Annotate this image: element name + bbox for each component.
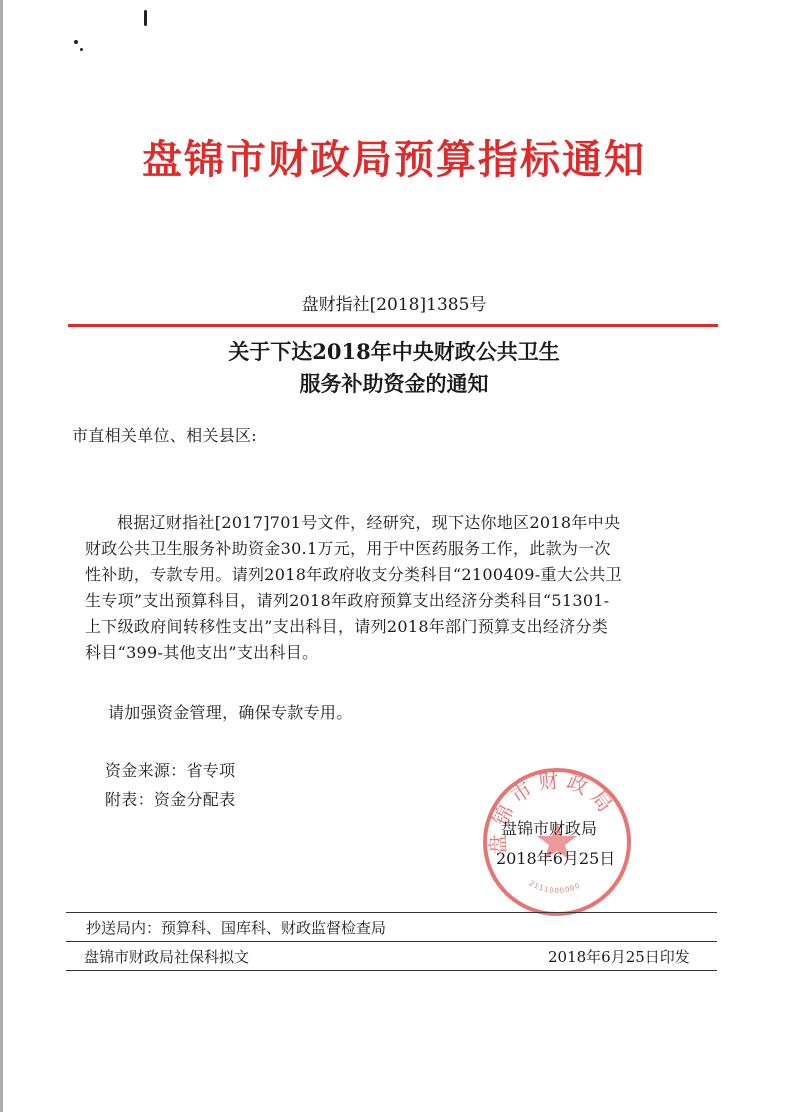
- drafter-line: 盘锦市财政局社保科拟文: [84, 948, 250, 966]
- notice-title-line2: 服务补助资金的通知: [299, 371, 489, 396]
- paragraph-line: 性补助，专款专用。请列2018年政府收支分类科目“2100409-重大公共卫: [85, 565, 622, 584]
- main-paragraph: [85, 510, 622, 666]
- footer-rule: [66, 970, 717, 971]
- footer-rule: [66, 941, 717, 942]
- seal-number: 2111000000: [527, 879, 582, 895]
- paragraph-line: 财政公共卫生服务补助资金30.1万元，用于中医药服务工作，此款为一次: [85, 539, 611, 558]
- issuer-name: 盘锦市财政局: [501, 819, 598, 838]
- paragraph-line: 根据辽财指社[2017]701号文件，经研究，现下达你地区2018年中央: [117, 513, 621, 532]
- footer-rule: [66, 912, 717, 913]
- issue-date: 2018年6月25日: [496, 849, 616, 868]
- paragraph-line: 生专项”支出预算科目，请列2018年政府预算支出经济分类科目“51301-: [85, 591, 610, 610]
- paragraph-line: 科目“399-其他支出”支出科目。: [85, 643, 319, 662]
- printed-date: 2018年6月25日印发: [548, 948, 690, 966]
- fund-source: 资金来源：省专项: [105, 761, 236, 780]
- seal-graphic: [477, 762, 637, 922]
- official-seal: [477, 762, 637, 922]
- masthead-title: 盘锦市财政局预算指标通知: [142, 136, 646, 183]
- scan-speck: [74, 40, 78, 44]
- cc-line: 抄送局内：预算科、国库科、财政监督检查局: [86, 919, 387, 937]
- scan-speck: [80, 48, 83, 51]
- scan-speck: [144, 10, 147, 26]
- paragraph-line: 上下级政府间转移性支出”支出科目，请列2018年部门预算支出经济分类: [85, 617, 609, 636]
- salutation: 市直相关单位、相关县区:: [72, 426, 257, 445]
- document-number: 盘财指社[2018]1385号: [301, 295, 487, 315]
- annex-note: 附表：资金分配表: [105, 790, 236, 809]
- management-note: 请加强资金管理，确保专款专用。: [108, 703, 353, 722]
- seal-text: 盘锦市财政局: [485, 767, 621, 855]
- svg-text:2111000000: [528, 879, 582, 895]
- notice-title-line1: 关于下达2018年中央财政公共卫生: [228, 339, 560, 364]
- red-divider: [68, 324, 718, 327]
